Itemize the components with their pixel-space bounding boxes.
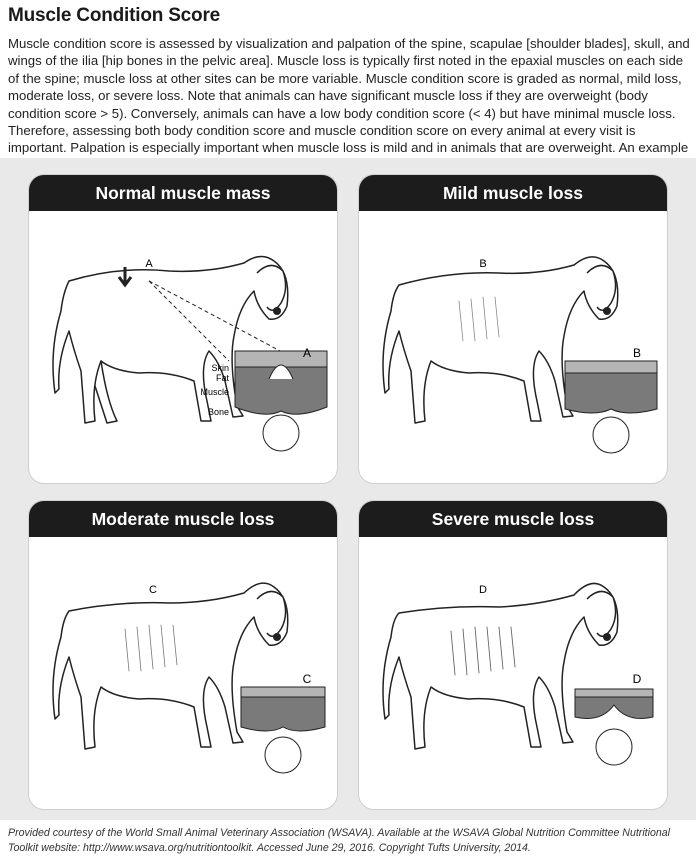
cross-section-letter: A	[302, 346, 312, 360]
card-heading: Mild muscle loss	[359, 175, 667, 211]
marker-letter: A	[145, 258, 153, 270]
cross-section	[235, 351, 327, 451]
card-heading: Moderate muscle loss	[29, 501, 337, 537]
marker-letter: C	[149, 584, 157, 596]
dog-illustration	[29, 211, 338, 484]
marker-letter: B	[479, 258, 487, 270]
intro-paragraph: Muscle condition score is assessed by visualization and palpation of the spine, scapulae [shoulder blades], skull, and wings of the ilia [hip bones in the pelvic area]. Muscle loss is typically first noted in the epaxial muscles on each side of the spine; muscle loss at other sites can be more variable. Muscle condition score is graded as normal, mild loss, moderate loss, or severe loss. Note that animals can have significant muscle loss if they are overweight (body condition score > 5). Conversely, animals can have a low body condition score (< 4) but have minimal muscle loss. Therefore, assessing both body condition score and muscle condition score on every animal at every visit is important. Palpation is especially important when muscle loss is mild and in animals that are overweight. An example	[8, 36, 690, 156]
cross-section	[565, 361, 657, 453]
card-mild-muscle-loss	[358, 174, 668, 484]
card-heading: Normal muscle mass	[29, 175, 337, 211]
cross-section-letter: D	[632, 672, 642, 686]
cross-section-letter: B	[632, 346, 642, 360]
marker-letter: D	[479, 584, 487, 596]
card-normal-muscle-mass	[28, 174, 338, 484]
cross-section	[575, 689, 653, 765]
dog-illustration	[359, 537, 668, 810]
page-title: Muscle Condition Score	[8, 5, 221, 26]
dog-illustration	[359, 211, 668, 484]
cross-section	[241, 687, 325, 773]
card-heading: Severe muscle loss	[359, 501, 667, 537]
label-skin: Skin	[211, 363, 229, 373]
card-severe-muscle-loss	[358, 500, 668, 810]
card-moderate-muscle-loss	[28, 500, 338, 810]
dog-nose	[273, 307, 281, 315]
label-bone: Bone	[207, 407, 229, 417]
label-fat: Fat	[215, 373, 229, 383]
footer-credit: Provided courtesy of the World Small Animal Veterinary Association (WSAVA). Available at the WSAVA Global Nutrition Committee Nutritional Toolkit website: http://www.wsava.org/nutritiontoolkit. Accessed June 29, 2016. Copyright Tufts University, 2014.	[8, 827, 670, 854]
illustration-panel-area	[0, 158, 696, 820]
dog-illustration	[29, 537, 338, 810]
cross-section-letter: C	[302, 672, 312, 686]
label-muscle: Muscle	[200, 387, 229, 397]
